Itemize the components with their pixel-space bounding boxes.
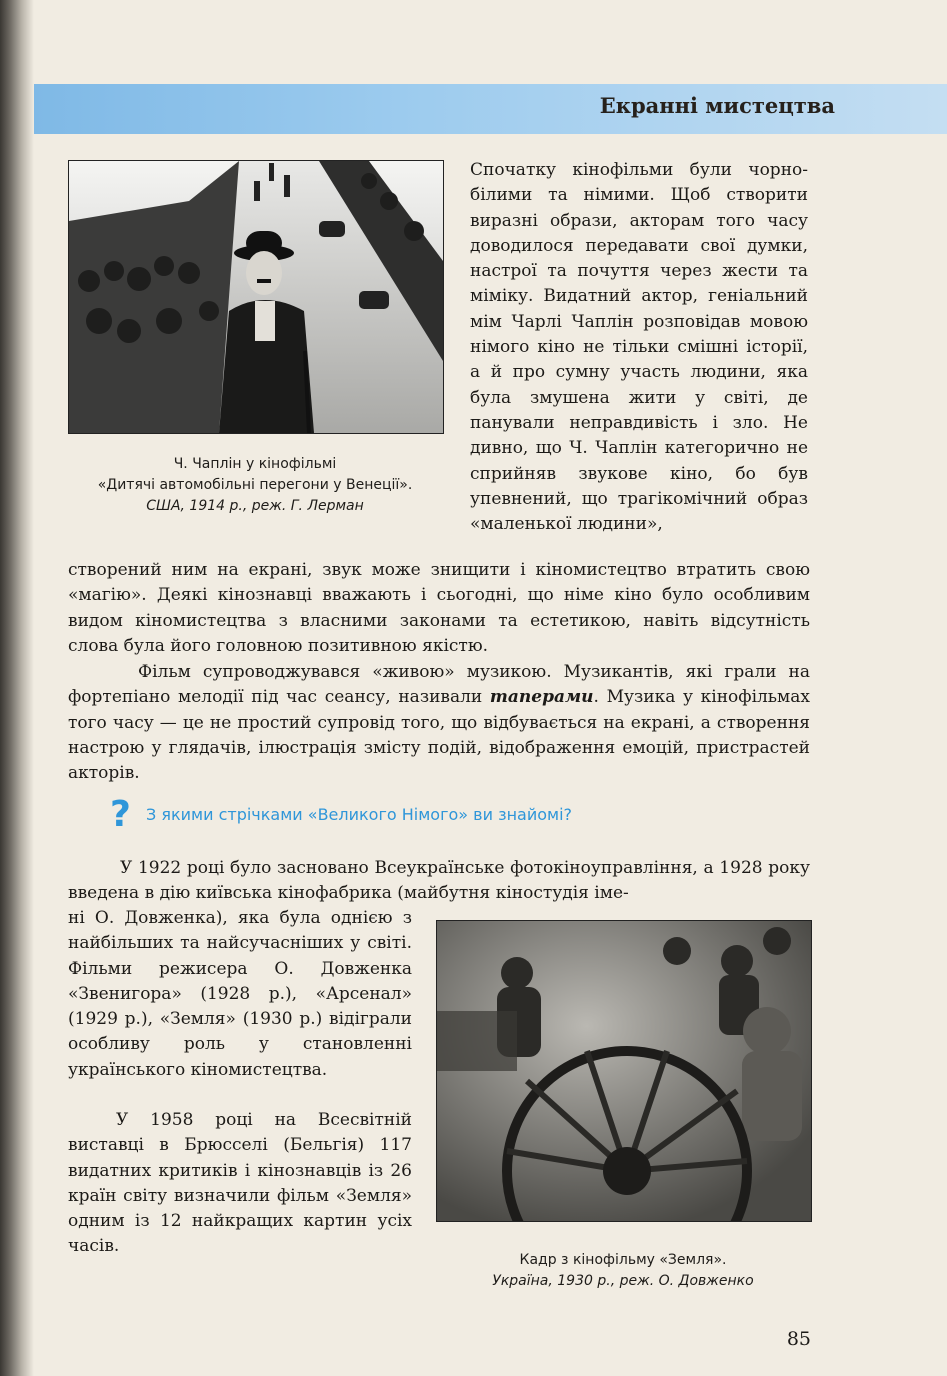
caption-line: Україна, 1930 р., реж. О. Довженко xyxy=(492,1273,754,1289)
paragraph-ukrainian-cinema-continued: ні О. Довженка), яка була однією з найбільших та найсучасніших у світі. Фільми режисера О. Довженка «Звенигора» (1928 р.), «Арсенал» (1929 р.), «Земля» (1930 р.) відіграли особливу роль у становленні українського кіномистецтва. xyxy=(68,908,412,1080)
chaplin-photo xyxy=(68,160,444,434)
paragraph-silent-film-intro: Спочатку кінофільми були чорно-білими та німими. Щоб створити виразні образи, акторам того часу доводилося передавати свої думки, настрої та почуття через жести та міміку. Видатний актор, геніальний мім Чарлі Чаплін розповідав мовою німого кіно не тільки смішні історії, а й про сумну участь людини, яка була змушена жити у світі, де панували неправдивість і зло. Не дивно, що Ч. Чаплін категорично не сприйняв звукове кіно, бо був упевнений, що трагікомічний образ «маленької людини», xyxy=(470,160,808,535)
chaplin-photo-caption xyxy=(60,454,450,517)
book-spine-shadow xyxy=(0,0,34,1376)
zemlya-still-illustration xyxy=(437,921,811,1221)
question-mark-icon: ? xyxy=(110,794,131,835)
paragraph-text: . Музика у кінофільмах того часу — це не простий супровід того, що відбувається на екрані, а створення настрою у глядачів, ілюстрація змісту подій, відображення емоцій, пристрастей акторів. xyxy=(68,687,811,784)
term-tapery: таперами xyxy=(489,687,594,708)
question-prompt: З якими стрічками «Великого Німого» ви знайомі? xyxy=(146,805,573,824)
chaplin-photo-illustration xyxy=(69,161,443,433)
zemlya-film-still xyxy=(436,920,812,1222)
paragraph-silent-film-continued: створений ним на екрані, звук може знищити і кіномистецтво втратить свою «магію». Деякі кінознавці вважають і сьогодні, що німе кіно було особливим видом кіномистецтва з власними законами та естетикою, навіть відсутність слова була його головною позитивною якістю. xyxy=(68,560,810,656)
zemlya-still-caption xyxy=(436,1250,810,1292)
caption-line: «Дитячі автомобільні перегони у Венеції». xyxy=(97,477,413,493)
caption-line: США, 1914 р., реж. Г. Лерман xyxy=(146,498,364,514)
paragraph-text: Фільм супроводжувався «живою» музикою. Музикантів, які грали на фортепіано мелодії під час сеансу, називали xyxy=(68,662,810,708)
section-title: Екранні мистецтва xyxy=(599,93,835,118)
caption-line: Ч. Чаплін у кінофільмі xyxy=(173,456,337,472)
paragraph-brussels-expo: У 1958 році на Всесвітній виставці в Брюсселі (Бельгія) 117 видатних критиків і кінознавців із 26 країн світу визначили фільм «Земля» одним із 12 найкращих картин усіх часів. xyxy=(68,1110,412,1257)
caption-line: Кадр з кінофільму «Земля». xyxy=(519,1252,727,1268)
paragraph-live-music xyxy=(68,660,810,786)
page-number: 85 xyxy=(786,1328,811,1350)
paragraph-ukrainian-cinema: У 1922 році було засновано Всеукраїнське фотокіноуправління, а 1928 року введена в дію київська кінофабрика (майбутня кіностудія іме- xyxy=(68,858,810,904)
